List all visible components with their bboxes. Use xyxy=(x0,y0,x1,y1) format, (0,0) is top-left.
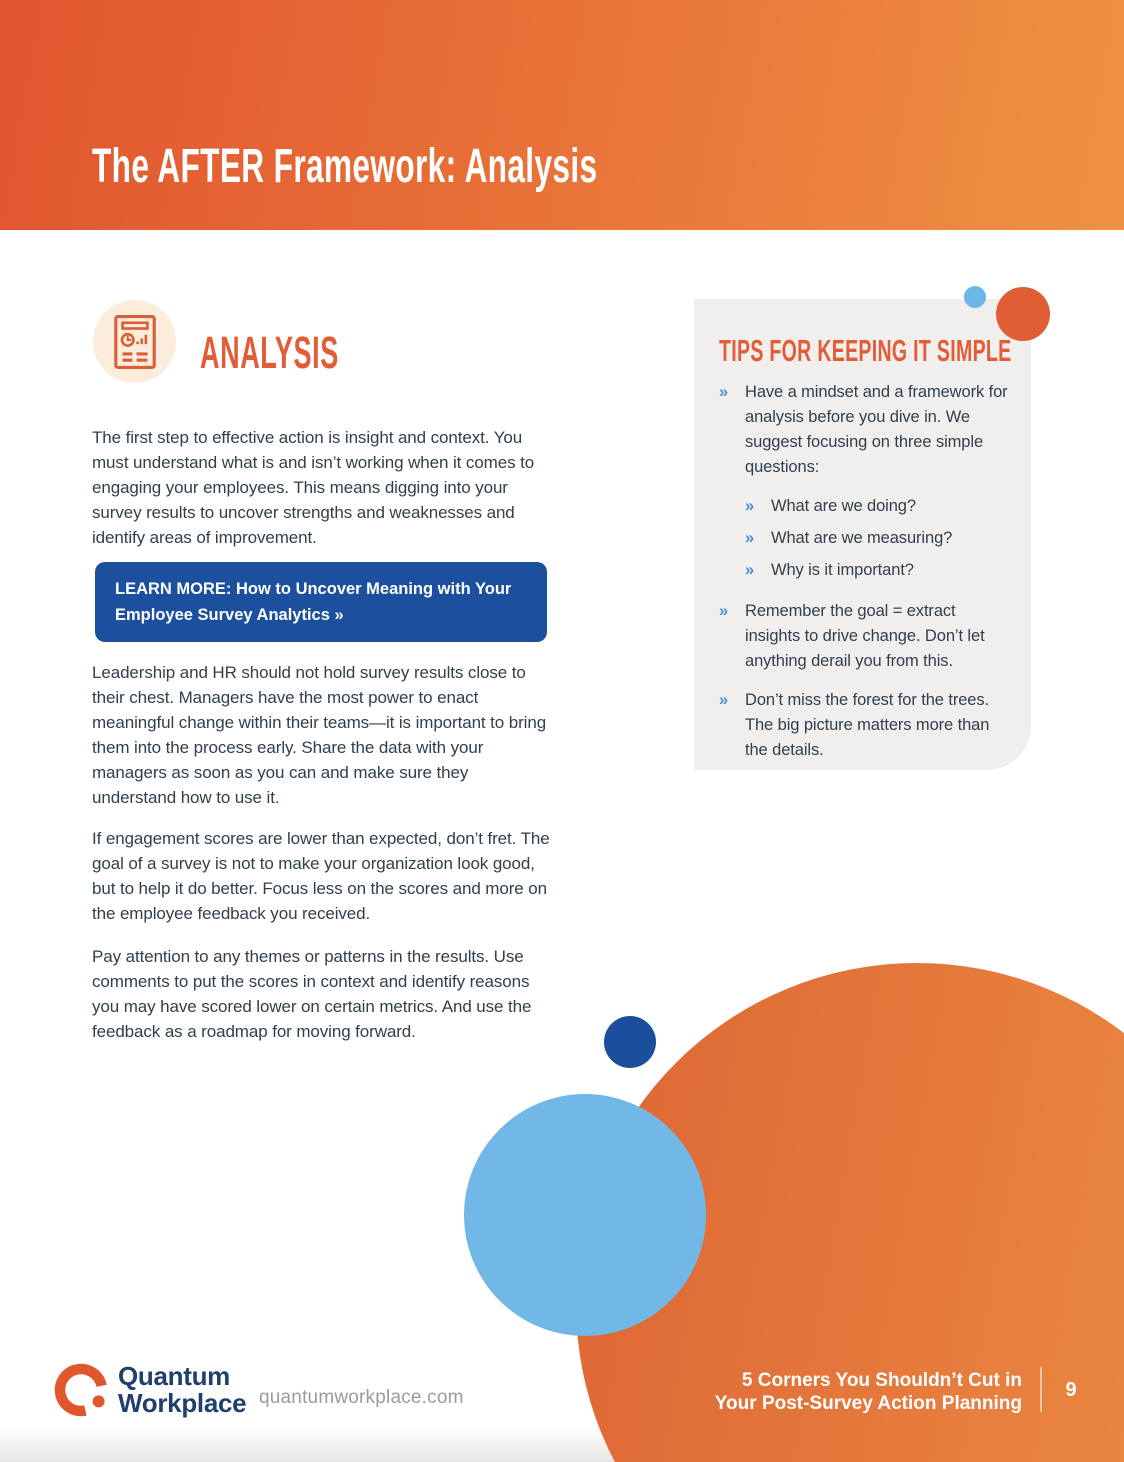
chevron-bullet-icon: » xyxy=(745,561,755,579)
tip-text: What are we doing? xyxy=(771,497,916,515)
paragraph: Pay attention to any themes or patterns in the results. Use comments to put the scores in context and identify reasons you may have scored lower on certain metrics. And use the feedback as a roadmap for moving forward. xyxy=(92,947,532,1041)
list-item xyxy=(745,558,1011,583)
document-title xyxy=(640,1369,1022,1415)
tips-title: TIPS FOR KEEPING IT SIMPLE xyxy=(719,333,1012,368)
tips-list xyxy=(719,380,1011,777)
header-banner xyxy=(0,0,1124,230)
chevron-bullet-icon: » xyxy=(745,529,755,547)
paragraph: If engagement scores are lower than expected, don’t fret. The goal of a survey is not to make your organization look good, but to help it do better. Focus less on the scores and more on the employee feedback you received. xyxy=(92,829,550,923)
logo-word-workplace: Workplace xyxy=(118,1388,247,1418)
analysis-icon-badge xyxy=(93,300,176,383)
page-title: The AFTER Framework: Analysis xyxy=(92,140,598,193)
decor-circle-small-blue xyxy=(964,286,986,308)
list-item xyxy=(745,526,1011,551)
paragraph: Leadership and HR should not hold survey results close to their chest. Managers have the most power to enact meaningful change within their teams—it is important to bring them into the process early. Share the data with your managers as soon as you can and make sure they understand how to use it. xyxy=(92,663,547,807)
footer-divider xyxy=(1040,1367,1042,1412)
tips-sublist xyxy=(745,494,1011,583)
report-document-icon xyxy=(114,315,156,369)
page-number: 9 xyxy=(1065,1379,1077,1401)
paragraph: The first step to effective action is insight and context. You must understand what is and isn’t working when it comes to engaging your employees. This means digging into your survey results to uncover strengths and weaknesses and identify areas of improvement. xyxy=(92,428,535,547)
tip-text: What are we measuring? xyxy=(771,529,953,547)
list-item xyxy=(719,380,1011,480)
document-title-line1: 5 Corners You Shouldn’t Cut in xyxy=(741,1370,1022,1391)
document-title-line2: Your Post-Survey Action Planning xyxy=(714,1393,1022,1414)
tip-text: Don’t miss the forest for the trees. The big picture matters more than the details. xyxy=(745,691,990,759)
chevron-bullet-icon: » xyxy=(719,602,729,620)
tip-text: Why is it important? xyxy=(771,561,914,579)
chevron-bullet-icon: » xyxy=(719,691,729,709)
logo-word-quantum: Quantum xyxy=(118,1361,231,1391)
tip-text: Have a mindset and a framework for analysis before you dive in. We suggest focusing on three simple questions: xyxy=(745,383,1008,476)
quantum-workplace-logo-icon xyxy=(53,1362,109,1423)
logo-wordmark xyxy=(118,1363,246,1417)
list-item xyxy=(745,494,1011,519)
tip-text: Remember the goal = extract insights to drive change. Don’t let anything derail you from this. xyxy=(745,602,985,670)
decor-circle-dark-blue xyxy=(604,1016,656,1068)
chevron-bullet-icon: » xyxy=(745,497,755,515)
decor-circle-light-blue xyxy=(464,1094,706,1336)
decor-circle-small-orange xyxy=(996,287,1050,341)
chevron-bullet-icon: » xyxy=(719,383,729,401)
list-item xyxy=(719,599,1011,674)
website-url: quantumworkplace.com xyxy=(259,1387,464,1408)
section-heading: ANALYSIS xyxy=(200,327,339,378)
list-item xyxy=(719,688,1011,763)
learn-more-link[interactable]: LEARN MORE: How to Uncover Meaning with Your Employee Survey Analytics » xyxy=(95,562,547,642)
